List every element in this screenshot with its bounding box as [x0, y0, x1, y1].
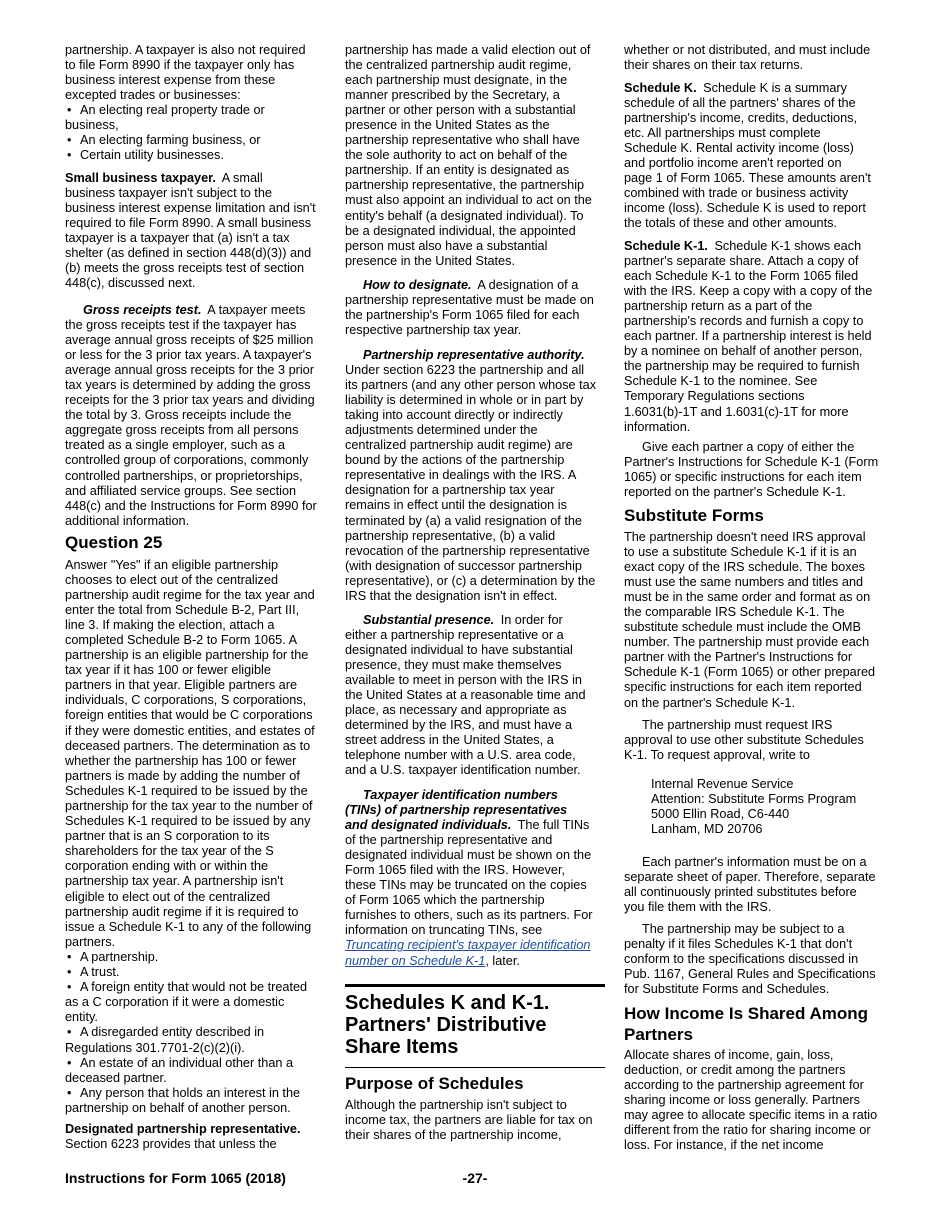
irs-mailing-address: Internal Revenue Service Attention: Substitute Forms Program 5000 Ellin Road, C6-440 Lanham, MD 20706: [651, 776, 857, 836]
paragraph-lead: Small business taxpayer.: [65, 170, 216, 185]
bullet-text: A trust.: [80, 965, 120, 980]
truncating-tin-link[interactable]: Truncating recipient's taxpayer identification number on Schedule K-1: [345, 938, 591, 968]
paragraph-text: Section 6223 provides that unless the: [65, 1136, 277, 1151]
question-25-heading: Question 25: [65, 533, 163, 552]
give-each-partner-paragraph: Give each partner a copy of either the Partner's Instructions for Schedule K-1 (Form 1065) or specific instructions for each item reported on the partner's Schedule K-1.: [624, 439, 879, 499]
bullet-marker: •: [67, 1085, 72, 1100]
substitute-forms-paragraph: The partnership doesn't need IRS approval to use a substitute Schedule K-1 if it is an exact copy of the IRS schedule. The boxes must use the same numbers and titles and must be in the same order and format as on the comparable IRS Schedule K-1. The substitute schedule must include the OMB number. The partnership must provide each partner with the Partner's Instructions for Schedule K-1 (Form 1065) or other prepared specific instructions for each item reported on the partner's Schedule K-1.: [624, 529, 876, 710]
substitute-forms-heading: Substitute Forms: [624, 506, 764, 525]
bullet-text: Any person that holds an interest in the partnership on behalf of another person.: [65, 1085, 301, 1115]
paragraph-text: partnership. A taxpayer is also not required to file Form 8990 if the taxpayer only has business interest expense from these excepted trades or businesses:: [65, 42, 306, 102]
paragraph-text: The full TINs of the partnership representative and designated individual must be shown on the Form 1065 filed with the IRS. However, these TINs may be truncated on the copies of Form 1065 which the partnership furnishes to others, such as its partners. For information on truncating TINs, see: [345, 817, 593, 938]
schedule-k1-paragraph: [624, 239, 886, 435]
question-25-paragraph: [65, 558, 327, 1116]
tins-paragraph: [345, 788, 607, 969]
separate-sheet-paragraph: Each partner's information must be on a separate sheet of paper. Therefore, separate all continuously printed substitutes before you file them with the IRS.: [624, 854, 876, 914]
paragraph-lead: Gross receipts test.: [83, 302, 202, 317]
paragraph-lead: Substantial presence.: [363, 612, 495, 627]
excepted-trades-paragraph: [65, 43, 327, 164]
paragraph-lead: Designated partnership representative.: [65, 1121, 301, 1136]
bullet-marker: •: [67, 965, 72, 980]
purpose-of-schedules-heading: Purpose of Schedules: [345, 1074, 524, 1093]
penalty-paragraph: The partnership may be subject to a penalty if it files Schedules K-1 that don't conform to the specifications discussed in Pub. 1167, General Rules and Specifications for Substitute Forms and Schedules.: [624, 921, 876, 996]
paragraph-text-tail: , later.: [485, 953, 520, 968]
bullet-marker: •: [67, 102, 72, 117]
paragraph-text: Answer "Yes" if an eligible partnership chooses to elect out of the centralized partnership audit regime for the tax year and enter the total from Schedule B-2, Part III, line 3. If making the election, attach a completed Schedule B-2 to Form 1065. A partnership is an eligible partnership for the tax year if it has 100 or fewer eligible partners in that year. Eligible partners are individuals, C corporations, S corporations, foreign entities that would be C corporations if they were domestic entities, and estates of deceased partners. The determination as to whether the partnership has 100 or fewer partners is made by adding the number of Schedules K-1 required to be issued by the partnership for the tax year to the number of Schedules K-1 required to be issued by any partner that is an S corporation to its shareholders for the tax year of the S corporation ending with or within the partnership tax year. A partnership isn't eligible to elect out of the centralized partnership audit regime if it is required to issue a Schedule K-1 to any of the following partners.: [65, 557, 315, 949]
bullet-text: An electing farming business, or: [80, 133, 261, 148]
paragraph-text: A designation of a partnership representative must be made on the partnership's Form 1065 filed for each respective partnership tax year.: [345, 277, 594, 337]
bullet-item: [65, 1025, 327, 1055]
page-number: -27-: [462, 1170, 488, 1186]
bullet-item: [65, 133, 327, 148]
bullet-item: [65, 1086, 327, 1116]
paragraph-lead: Partnership representative authority.: [363, 347, 585, 362]
how-income-is-shared-heading: How Income Is Shared Among Partners: [624, 1003, 869, 1044]
bullet-text: Certain utility businesses.: [80, 148, 224, 163]
paragraph-lead: Schedule K-1.: [624, 238, 708, 253]
bullet-item: [65, 103, 327, 133]
paragraph-text: In order for either a partnership representative or a designated individual to have substantial presence, they must make themselves available to meet in person with the IRS in the United States at a reasonable time and place, as necessary and appropriate as determined by the IRS, and must have a street address in the United States, a telephone number with a U.S. area code, and a U.S. taxpayer identification number.: [345, 612, 586, 778]
bullet-item: [65, 965, 327, 980]
purpose-of-schedules-paragraph: Although the partnership isn't subject to income tax, the partners are liable for tax on their shares of the partnership income,: [345, 1097, 593, 1142]
substantial-presence-paragraph: [345, 613, 607, 779]
bullet-text: A disregarded entity described in Regulations 301.7701-2(c)(2)(i).: [65, 1025, 265, 1055]
bullet-marker: •: [67, 1025, 72, 1040]
footer-form-title: Instructions for Form 1065 (2018): [65, 1170, 286, 1186]
bullet-marker: •: [67, 1055, 72, 1070]
section-divider-thin: [345, 1067, 605, 1068]
paragraph-lead: How to designate.: [363, 277, 472, 292]
bullet-item: [65, 950, 327, 965]
bullet-marker: •: [67, 133, 72, 148]
representative-authority-paragraph: [345, 348, 607, 605]
bullet-text: An electing real property trade or business,: [65, 102, 265, 132]
schedule-k-paragraph: [624, 81, 886, 232]
small-business-taxpayer-paragraph: [65, 171, 327, 292]
section-divider-thick: [345, 984, 605, 987]
gross-receipts-test-paragraph: [65, 303, 327, 529]
bullet-marker: •: [67, 980, 72, 995]
bullet-text: An estate of an individual other than a deceased partner.: [65, 1055, 294, 1085]
request-approval-paragraph: The partnership must request IRS approval to use other substitute Schedules K-1. To request approval, write to: [624, 717, 864, 762]
bullet-item: [65, 980, 327, 1025]
how-to-designate-paragraph: [345, 278, 607, 338]
bullet-item: [65, 148, 327, 163]
paragraph-text: Schedule K-1 shows each partner's separate share. Attach a copy of each Schedule K-1 to the Form 1065 filed with the IRS. Keep a copy with a copy of the partnership return as a part of the partnership's records and furnish a copy to each partner. If a partnership interest is held by a nominee on behalf of another person, the partnership may be required to furnish Schedule K-1 to the nominee. See Temporary Regulations sections 1.6031(b)-1T and 1.6031(c)-1T for more information.: [624, 238, 873, 434]
distributed-shares-paragraph: whether or not distributed, and must include their shares on their tax returns.: [624, 42, 871, 72]
designated-partnership-representative-paragraph: [65, 1122, 327, 1152]
bullet-text: A foreign entity that would not be treated as a C corporation if it were a domestic entity.: [65, 980, 308, 1025]
paragraph-text: Under section 6223 the partnership and all its partners (and any other person whose tax liability is determined in whole or in part by taking into account directly or indirectly adjustments determined under the centralized partnership audit regime) are bound by the actions of the partnership representative in dealings with the IRS. A designation for a partnership tax year remains in effect until the designation is terminated by (a) a valid resignation of the partnership representative, (b) a valid revocation of the partnership representative (with designation of successor partnership representative), or (c) a determination by the IRS that the designation isn't in effect.: [345, 362, 597, 603]
election-out-paragraph: partnership has made a valid election out of the centralized partnership audit regime, each partnership must designate, in the manner prescribed by the Secretary, a partner or other person with a substantial presence in the United States as the partnership representative who shall have the sole authority to act on behalf of the partnership. If an entity is designated as partnership representative, the partnership must also appoint an individual to act on the entity's behalf (a designated individual). To be a designated individual, the appointed person must also have a substantial presence in the United States.: [345, 42, 592, 268]
schedules-k-and-k1-heading: Schedules K and K-1. Partners' Distributive Share Items: [345, 992, 550, 1058]
paragraph-lead: Taxpayer identification numbers (TINs) of partnership representatives and designated individuals.: [345, 787, 568, 832]
bullet-text: A partnership.: [80, 949, 159, 964]
paragraph-text: Schedule K is a summary schedule of all the partners' shares of the partnership's income, credits, deductions, etc. All partnerships must complete Schedule K. Rental activity income (loss) and portfolio income aren't reported on page 1 of Form 1065. These amounts aren't combined with trade or business activity income (loss). Schedule K is used to report the totals of these and other amounts.: [624, 80, 871, 231]
paragraph-lead: Schedule K.: [624, 80, 697, 95]
bullet-marker: •: [67, 148, 72, 163]
paragraph-text: A taxpayer meets the gross receipts test if the taxpayer has average annual gross receipts of $25 million or less for the 3 prior tax years. A taxpayer's average annual gross receipts for the 3 prior tax years is determined by adding the gross receipts for the 3 prior tax years and dividing the total by 3. Gross receipts include the aggregate gross receipts from all persons treated as a single employer, such as a controlled group of corporations, commonly controlled partnerships, or proprietorships, and affiliated service groups. See section 448(c) and the Instructions for Form 8990 for additional information.: [65, 302, 317, 528]
bullet-item: [65, 1056, 327, 1086]
allocate-shares-paragraph: Allocate shares of income, gain, loss, deduction, or credit among the partners according to the partnership agreement for sharing income or loss generally. Partners may agree to allocate specific items in a ratio different from the ratio for sharing income or loss. For instance, if the net income: [624, 1047, 878, 1153]
bullet-marker: •: [67, 949, 72, 964]
paragraph-text: A small business taxpayer isn't subject to the business interest expense limitation and isn't required to file Form 8990. A small business taxpayer is a taxpayer that (a) isn't a tax shelter (as defined in section 448(d)(3)) and (b) meets the gross receipts test of section 448(c), discussed next.: [65, 170, 316, 291]
